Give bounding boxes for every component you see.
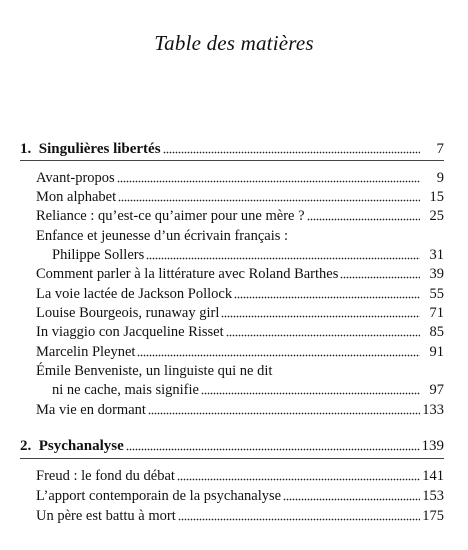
toc-entry[interactable] (36, 400, 444, 420)
dot-leader (126, 447, 420, 451)
page-number: 31 (429, 247, 444, 263)
page-title: Table des matières (154, 31, 314, 55)
dot-leader (178, 517, 420, 521)
section-title: Psychanalyse (38, 438, 124, 454)
section-number: 1. (20, 141, 32, 157)
page-number: 85 (429, 324, 444, 340)
dot-leader (340, 275, 420, 279)
entry-label: L’apport contemporain de la psychanalyse (36, 488, 282, 504)
page-number: 91 (429, 344, 444, 360)
dot-leader (226, 333, 420, 337)
toc-entry[interactable] (36, 466, 444, 486)
toc-section-1[interactable] (20, 139, 444, 159)
entry-label: Comment parler à la littérature avec Roland Barthes (36, 266, 339, 282)
entry-label: Un père est battu à mort (36, 508, 176, 524)
page-number: 97 (429, 382, 444, 398)
toc-entry[interactable] (36, 187, 444, 207)
dot-leader (177, 477, 420, 481)
entry-label: Reliance : qu’est-ce qu’aimer pour une mère ? (36, 208, 305, 224)
dot-leader (234, 295, 420, 299)
dot-leader (117, 179, 420, 183)
dot-leader (148, 411, 420, 415)
page-number: 7 (436, 141, 444, 157)
section-label (20, 139, 161, 159)
entry-label: Philippe Sollers (52, 247, 145, 263)
dot-leader (137, 353, 420, 357)
toc-entry[interactable] (36, 506, 444, 526)
section-number: 2. (20, 438, 32, 454)
dot-leader (118, 198, 420, 202)
toc-entry[interactable] (36, 206, 444, 226)
toc-entry-first-line[interactable] (36, 361, 444, 381)
toc-entry[interactable] (36, 486, 444, 506)
dot-leader (221, 314, 420, 318)
page-number: 133 (422, 402, 444, 418)
dot-leader (307, 217, 420, 221)
page-number: 39 (429, 266, 444, 282)
entry-label: Louise Bourgeois, runaway girl (36, 305, 220, 321)
page-number: 153 (422, 488, 444, 504)
toc-entry[interactable] (36, 264, 444, 284)
entry-label: Ma vie en dormant (36, 402, 146, 418)
toc-entry[interactable] (52, 245, 444, 265)
toc-section-2[interactable] (20, 436, 444, 456)
entry-label: Freud : le fond du débat (36, 468, 175, 484)
section-title: Singulières libertés (38, 141, 161, 157)
section-divider (20, 458, 444, 459)
toc-entry[interactable] (36, 303, 444, 323)
dot-leader (146, 256, 420, 260)
entry-label: Marcelin Pleynet (36, 344, 136, 360)
toc-entry[interactable] (36, 284, 444, 304)
section-divider (20, 160, 444, 161)
entry-label: Mon alphabet (36, 189, 117, 205)
entry-label: La voie lactée de Jackson Pollock (36, 286, 233, 302)
entry-label: ni ne cache, mais signifie (52, 382, 199, 398)
entry-label-first-line: Émile Benveniste, un linguiste qui ne dit (36, 363, 273, 379)
entry-label: Avant-propos (36, 170, 115, 186)
dot-leader (163, 150, 420, 154)
entry-label: In viaggio con Jacqueline Risset (36, 324, 224, 340)
toc-entry[interactable] (36, 322, 444, 342)
toc-entry[interactable] (36, 168, 444, 188)
toc-entry[interactable] (36, 342, 444, 362)
page-number: 25 (429, 208, 444, 224)
entry-label-first-line: Enfance et jeunesse d’un écrivain français : (36, 228, 289, 244)
section-label (20, 436, 124, 456)
page-number: 175 (422, 508, 444, 524)
page-number: 71 (429, 305, 444, 321)
page-number: 55 (429, 286, 444, 302)
toc-entry-first-line[interactable] (36, 226, 444, 246)
page-number: 15 (429, 189, 444, 205)
dot-leader (201, 391, 420, 395)
page-number: 139 (421, 438, 444, 454)
dot-leader (283, 497, 420, 501)
toc-entry[interactable] (52, 380, 444, 400)
page-number: 141 (422, 468, 444, 484)
page-number: 9 (436, 170, 444, 186)
